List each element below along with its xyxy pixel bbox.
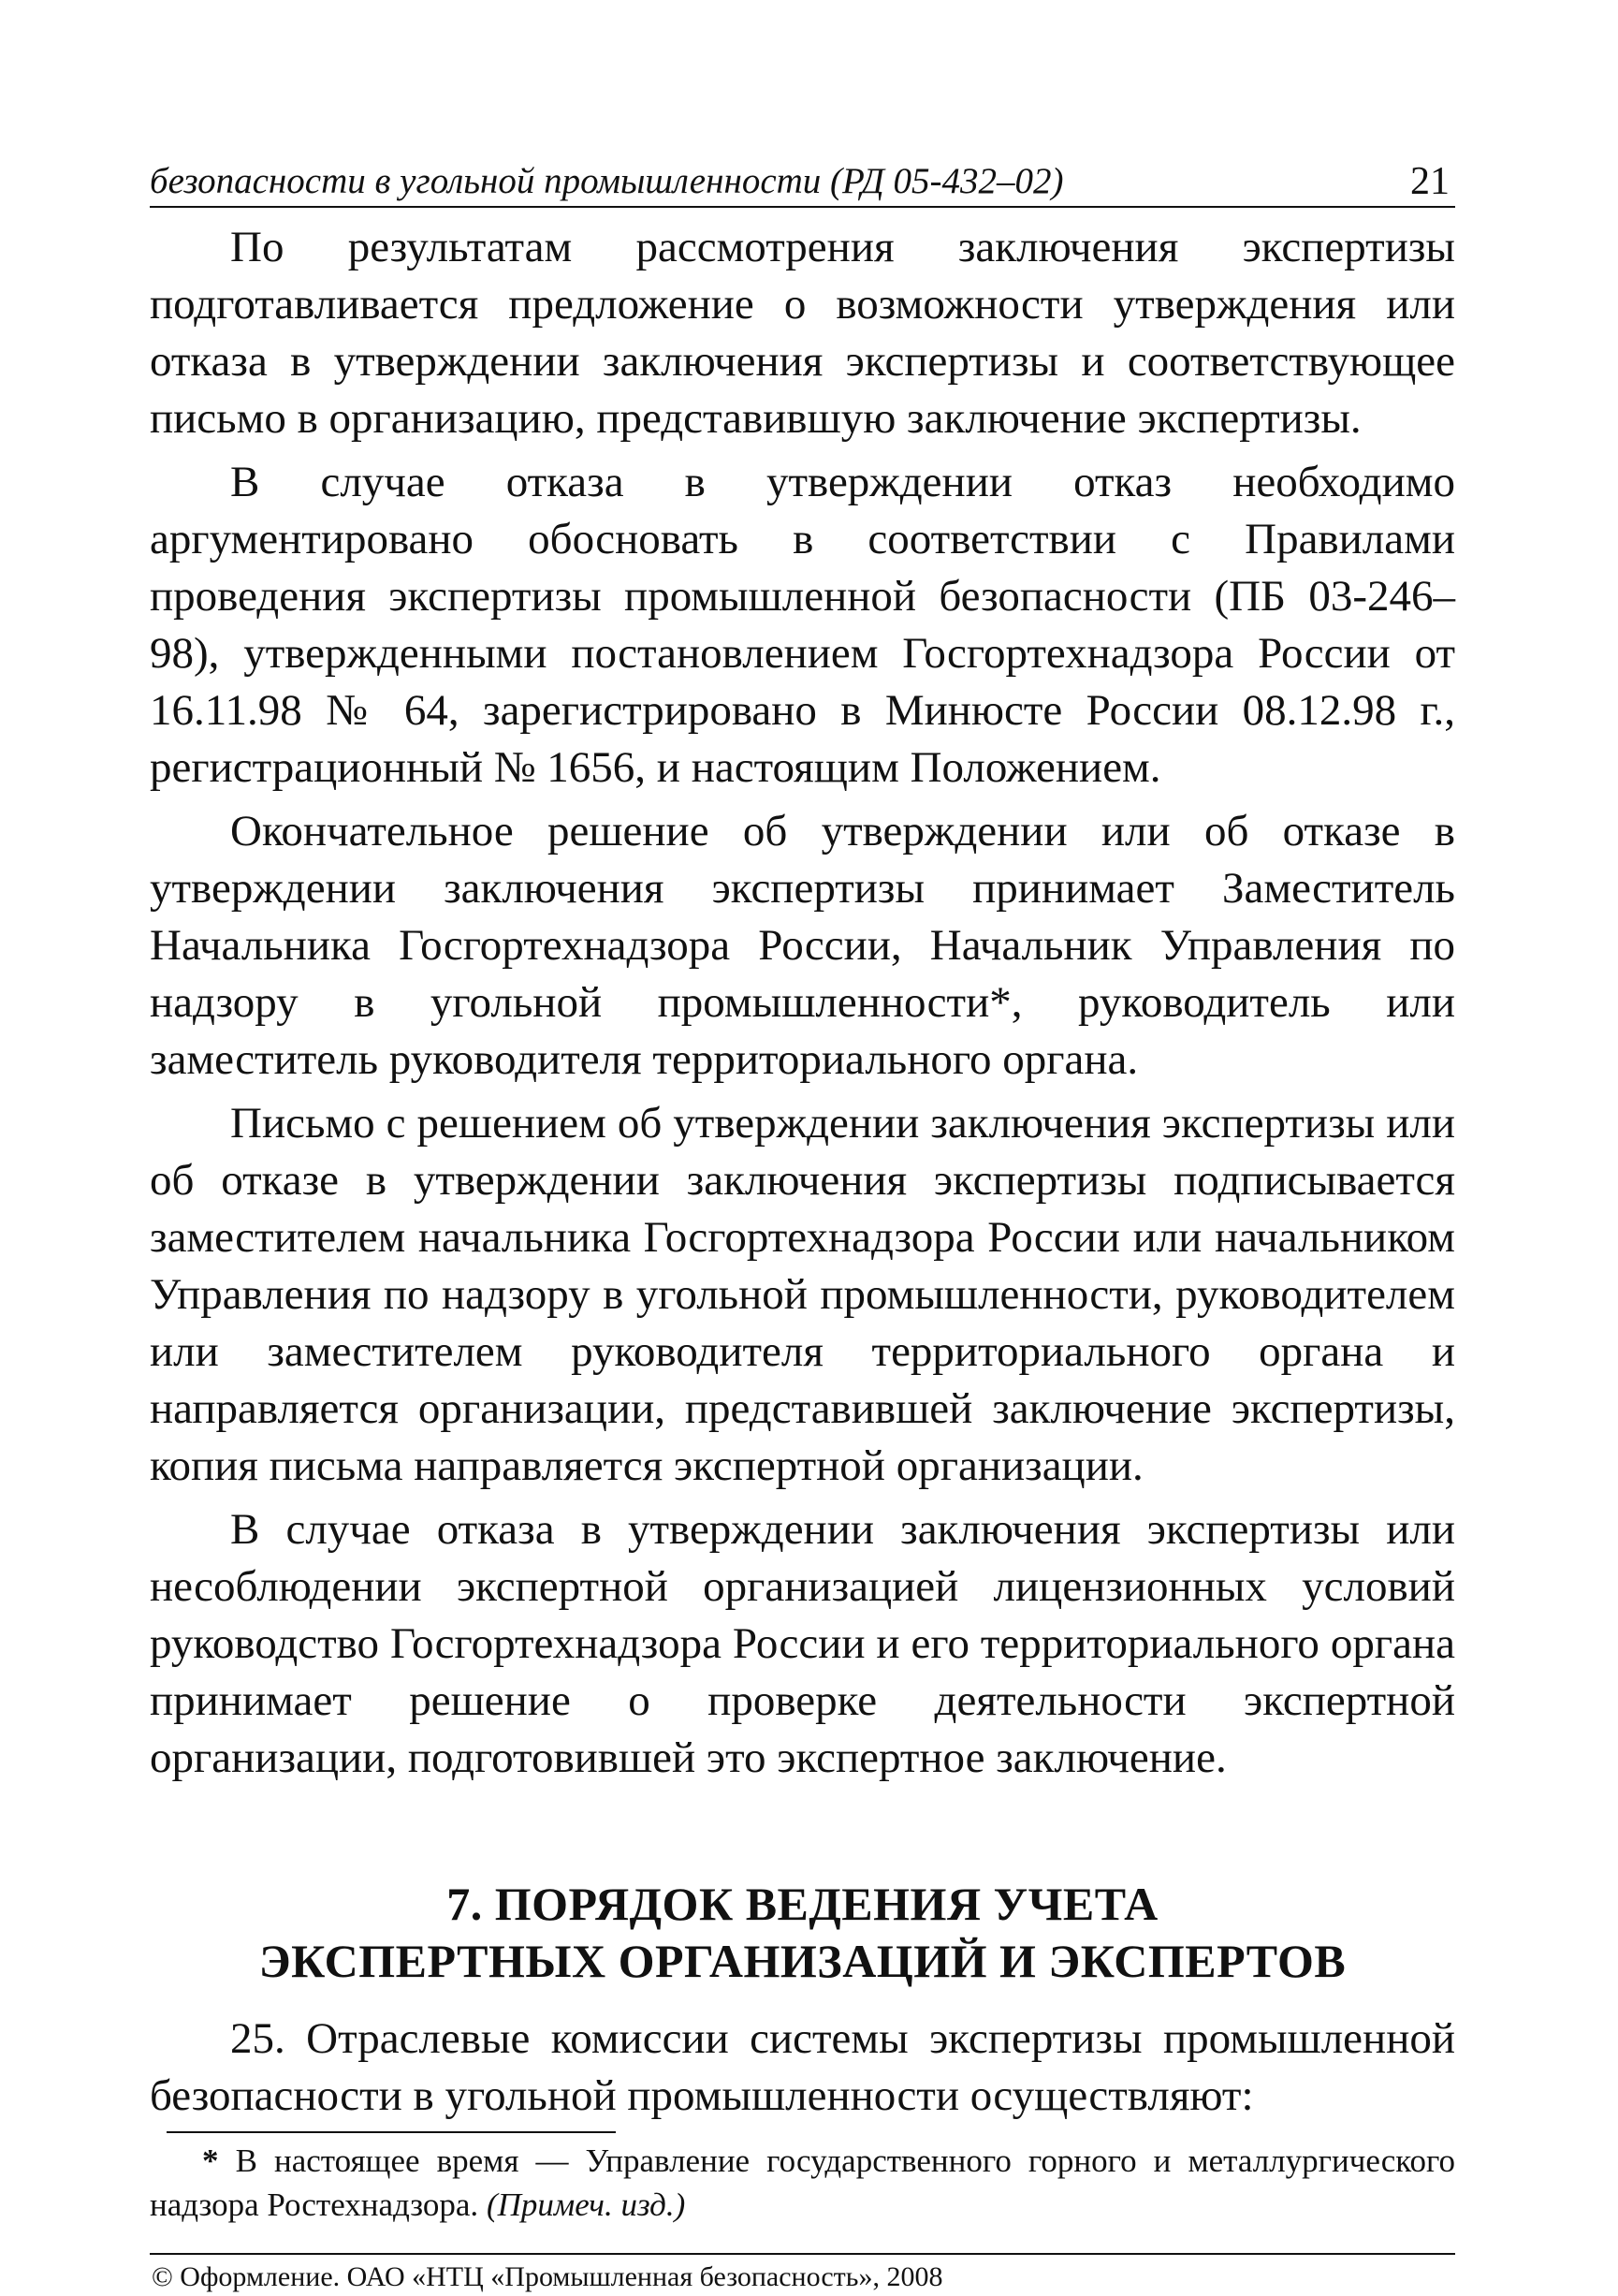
page-number: 21 [1410,160,1450,203]
running-title: безопасности в угольной промышленности (РД 05-432–02) [150,161,1064,201]
footnote-mark: * [202,2142,219,2179]
paragraph-25: 25. Отраслевые комиссии системы экспертизы промышленной безопасности в угольной промышленности осуществляют: [150,2014,1455,2120]
section-heading-line-2: ЭКСПЕРТНЫХ ОРГАНИЗАЦИЙ И ЭКСПЕРТОВ [258,1935,1347,1987]
footnote-editor-note: (Примеч. изд.) [486,2186,686,2223]
document-page [150,159,1455,2296]
section-heading-line-1: 7. ПОРЯДОК ВЕДЕНИЯ УЧЕТА [446,1878,1159,1930]
paragraph-4: Письмо с решением об утверждении заключения экспертизы или об отказе в утверждении заключения экспертизы подписывается заместителем начальника Госгортехнадзора России или начальником Управления по надзору в угольной промышленности, руководителем или заместителем руководителя территориального органа и направляется организации, представившей заключение экспертизы, копия письма направляется экспертной организации. [150,1099,1455,1490]
paragraph-5: В случае отказа в утверждении заключения экспертизы или несоблюдении экспертной организацией лицензионных условий руководство Госгортехнадзора России и его территориального органа принимает решение о проверке деятельности экспертной организации, подготовившей это экспертное заключение. [150,1505,1455,1782]
running-header [150,159,1455,208]
copyright-line: © Оформление. ОАО «НТЦ «Промышленная безопасность», 2008 [152,2261,943,2292]
paragraph-3: Окончательное решение об утверждении или об отказе в утверждении заключения экспертизы принимает Заместитель Начальника Госгортехнадзора России, Начальник Управления по надзору в угольной промышленности*, руководитель или заместитель руководителя территориального органа. [150,807,1455,1084]
bottom-divider [150,2253,1455,2255]
footnote-text: В настоящее время — Управление государственного горного и металлургического надзора Ростехнадзора. [150,2142,1455,2223]
footnote [150,2139,1455,2227]
body-text [150,219,1455,1787]
paragraph-1: По результатам рассмотрения заключения экспертизы подготавливается предложение о возможности утверждения или отказа в утверждении заключения экспертизы и соответствующее письмо в организацию, представившую заключение экспертизы. [150,223,1455,443]
footnote-divider [167,2131,616,2133]
paragraph-2: В случае отказа в утверждении отказ необходимо аргументировано обосновать в соответствии с Правилами проведения экспертизы промышленной безопасности (ПБ 03-246–98), утвержденными постановлением Госгортехнадзора России от 16.11.98 № 64, зарегистрировано в Минюсте России 08.12.98 г., регистрационный № 1656, и настоящим Положением. [150,458,1455,792]
section-heading [150,1876,1455,1990]
